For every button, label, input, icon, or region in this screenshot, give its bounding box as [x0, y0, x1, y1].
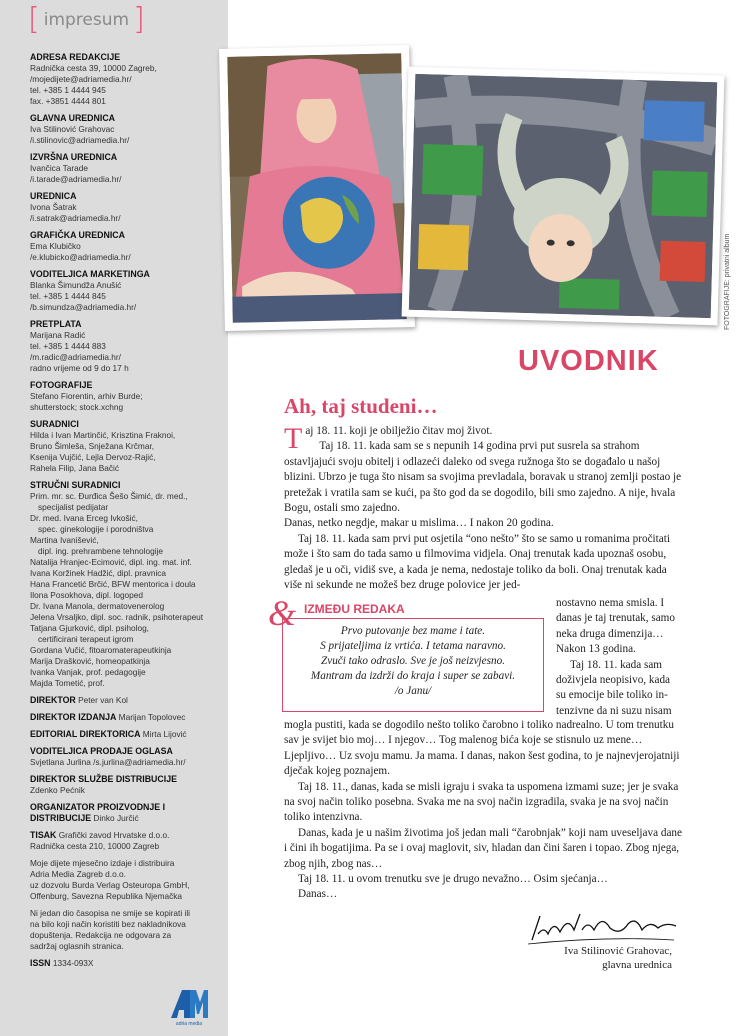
- heading-text: SURADNICI: [30, 419, 79, 429]
- impressum-line: Ivona Šatrak: [30, 202, 77, 212]
- bracket-right: ]: [133, 2, 145, 37]
- paragraph: Taj 18. 11. kada sam prvi put osjetila “ono nešto” što se samo u romanima pročitati može i što sam do tada samo u filmovima vidjela. Onaj trenutak kada upoznaš osobu, gledaš je u oči, vidiš sve, a kada je nema, nedostaje toliko da boli. Onaj trenutak kada više ni sekunde ne možeš bez druge polovice jer jed-: [284, 532, 670, 592]
- heading-text: DIREKTOR SLUŽBE DISTRIBUCIJE: [30, 774, 177, 784]
- impressum-line: Majda Tometić, prof.: [30, 678, 105, 688]
- impressum-line: Dr. med. Ivana Erceg Ivkošić,: [30, 513, 138, 523]
- impressum-block: [30, 480, 222, 689]
- impressum-line: spec. ginekologije i porodništva: [38, 524, 154, 534]
- impressum-line: radno vrijeme od 9 do 17 h: [30, 363, 129, 373]
- headline: Ah, taj studeni…: [284, 394, 438, 418]
- impressum-line: Martina Ivanišević,: [30, 535, 99, 545]
- impressum-heading: [30, 712, 222, 723]
- impressum-heading: [30, 774, 222, 785]
- paragraph: [284, 422, 682, 455]
- heading-text: GLAVNA UREDNICA: [30, 113, 116, 123]
- impressum-value: 1334-093X: [52, 958, 94, 968]
- impressum-block: [30, 191, 222, 224]
- impressum-line: Ilona Posokhova, dipl. logoped: [30, 590, 144, 600]
- impressum-line: Svjetlana Jurlina /s.jurlina@adriamedia.hr/: [30, 757, 186, 767]
- impressum-line: shutterstock; stock.xchng: [30, 402, 124, 412]
- impressum-line: Bruno Šimleša, Snježana Krčmar,: [30, 441, 155, 451]
- impressum-block: [30, 802, 222, 824]
- photo-baby-on-mat: [402, 67, 725, 326]
- impressum-block: [30, 52, 222, 107]
- bracket-left: [: [28, 2, 40, 37]
- heading-text: TISAK: [30, 830, 57, 840]
- poem-line: Mantram da izdrži do kraja i super se zabavi.: [310, 670, 516, 682]
- heading-text: DIREKTOR: [30, 695, 76, 705]
- impressum-line: Adria Media Zagreb d.o.o.: [30, 869, 126, 879]
- impressum-heading: [30, 230, 222, 241]
- impressum-block: [30, 419, 222, 474]
- impressum-line: Marija Drašković, homeopatkinja: [30, 656, 150, 666]
- poem-line: Zvuči tako odraslo. Sve je još neizvjesno.: [321, 655, 505, 667]
- impressum-heading: [30, 729, 222, 740]
- impressum-line: dopuštenja. Redakcija ne odgovara za: [30, 930, 172, 940]
- impressum-line: tel. +385 1 4444 883: [30, 341, 106, 351]
- paragraph: Taj 18. 11. kada sam se s nepunih 14 godina prvi put susrela sa strahom ostavljajući svoju obitelj i odlazeći daleko od svega ružnoga što se događalo u našoj blizini. Ubrzo je tuga što nisam sa svojima prevladala, boravak u stranoj zemlji postao je pretežak i vratila sam se kući, pa što god da se dogodilo, bili smo zajedno. A nije, hvala Bogu, ostali smo zajedno.: [284, 440, 682, 515]
- impressum-block: [30, 729, 222, 740]
- poem-line: Prvo putovanje bez mame i tate.: [340, 625, 486, 637]
- impressum-line: na bilo koji način koristiti bez nakladnikova: [30, 919, 186, 929]
- impressum-line: Zdenko Pećnik: [30, 785, 85, 795]
- impressum-line: Radnička cesta 210, 10000 Zagreb: [30, 841, 160, 851]
- impressum-line: Ivančica Tarade: [30, 163, 88, 173]
- impressum-line: dipl. ing. prehrambene tehnologije: [38, 546, 164, 556]
- impressum-block: [30, 712, 222, 723]
- impressum-block: [30, 908, 222, 952]
- brand-text: impresum: [43, 10, 130, 30]
- drop-cap: T: [284, 422, 303, 455]
- impressum-heading: [30, 380, 222, 391]
- page-title: UVODNIK: [518, 345, 659, 377]
- impressum-block: [30, 319, 222, 374]
- impressum-heading: [30, 152, 222, 163]
- impressum-line: Ivanka Vanjak, prof. pedagogije: [30, 667, 146, 677]
- impressum-heading: [30, 113, 222, 124]
- ampersand-icon: &: [268, 593, 297, 633]
- impressum-line: /i.tarade@adriamedia.hr/: [30, 174, 122, 184]
- impressum-heading: [30, 269, 222, 280]
- impressum-block: [30, 774, 222, 796]
- between-the-lines-box: [268, 593, 552, 716]
- impressum-line: Ivana Koržinek Hadžić, dipl. pravnica: [30, 568, 167, 578]
- impressum-line: /mojedijete@adriamedia.hr/: [30, 74, 132, 84]
- impressum-line: Marijana Radić: [30, 330, 86, 340]
- photo-child-with-globe: [219, 45, 415, 331]
- impressum-line: Hilda i Ivan Martinčić, Krisztina Fraknoi,: [30, 430, 176, 440]
- paragraph: Taj 18. 11., danas, kada se misli igraju i svaka ta uspomena izmami suze; jer je svaka na svoj način toliko posebna. Svaka me na svoj način izgradila, svaka je na svoj način toliko intenzivna.: [284, 780, 679, 824]
- impressum-line: Jelena Vrsaljko, dipl. soc. radnik, psihoterapeut: [30, 612, 204, 622]
- impressum-heading: [30, 191, 222, 202]
- adria-media-logo: [168, 984, 210, 1028]
- impressum-heading: [30, 695, 222, 706]
- impressum-line: Rahela Filip, Jana Bačić: [30, 463, 120, 473]
- impressum-line: Ni jedan dio časopisa ne smije se kopirati ili: [30, 908, 191, 918]
- impressum-line: /i.stilinovic@adriamedia.hr/: [30, 135, 130, 145]
- heading-text: EDITORIAL DIREKTORICA: [30, 729, 141, 739]
- impressum-heading: [30, 419, 222, 430]
- child-globe-image: [227, 53, 407, 323]
- author-name: Iva Stilinović Grahovac,: [564, 945, 672, 957]
- impressum-line: sadržaj oglasnih stranica.: [30, 941, 124, 951]
- baby-mat-image: [409, 74, 717, 318]
- impressum-line: Blanka Šimundža Anušić: [30, 280, 122, 290]
- impressum-block: [30, 380, 222, 413]
- impressum-heading: [30, 319, 222, 330]
- heading-text: ISSN: [30, 958, 51, 968]
- impressum-block: [30, 958, 222, 969]
- impressum-block: [30, 269, 222, 313]
- impressum-heading: [30, 802, 222, 824]
- photo-credit: FOTOGRAFIJE: privatni album: [724, 233, 731, 330]
- paragraph-text: aj 18. 11. koji je obilježio čitav moj život.: [305, 425, 493, 437]
- heading-text: ORGANIZATOR PROIZVODNJE I: [30, 802, 166, 812]
- poem-line: /o Janu/: [394, 685, 432, 697]
- impressum-line: Dr. Ivana Manola, dermatovenerolog: [30, 601, 165, 611]
- box-title: IZMEĐU REDAKA: [304, 602, 405, 616]
- heading-text: STRUČNI SURADNICI: [30, 480, 121, 490]
- impressum-block: [30, 113, 222, 146]
- impressum-line: certificirani terapeut igrom: [38, 634, 134, 644]
- heading-text: VODITELJICA MARKETINGA: [30, 269, 150, 279]
- impressum-heading: [30, 52, 222, 63]
- paragraph: Danas, kada je u našim životima još jedan mali “čarobnjak” koji nam uveseljava dane i čini ih bogatijima. Pa se i ovaj maglovit, siv, hladan dan čini šaren i topao. Zbog njega, zbog njih, zbog nas…: [284, 826, 682, 870]
- impressum-line: uz dozvolu Burda Verlag Osteuropa GmbH,: [30, 880, 190, 890]
- impressum-line: Radnička cesta 39, 10000 Zagreb,: [30, 63, 157, 73]
- impressum-line: Prim. mr. sc. Đurđica Šešo Šimić, dr. med.,: [30, 491, 188, 501]
- heading-text: DISTRIBUCIJE: [30, 813, 92, 823]
- editorial-text-bottom: [284, 718, 682, 903]
- impressum-line: specijalist pedijatar: [38, 502, 109, 512]
- impressum-value: Grafički zavod Hrvatske d.o.o.: [58, 830, 170, 840]
- impressum-value: Marijan Topolovec: [118, 712, 186, 722]
- impressum-line: Stefano Fiorentin, arhiv Burde;: [30, 391, 143, 401]
- heading-text: UREDNICA: [30, 191, 77, 201]
- impressum-heading: [30, 958, 222, 969]
- impressum-block: [30, 830, 222, 852]
- impressum-list: [30, 52, 222, 975]
- impressum-line: Natalija Hranjec-Ecimović, dipl. ing. mat. inf.: [30, 557, 192, 567]
- impressum-line: tel. +385 1 4444 945: [30, 85, 106, 95]
- poem-line: S prijateljima iz vrtića. I tetama naravno.: [320, 640, 506, 652]
- impressum-heading: [30, 830, 222, 841]
- impressum-line: Ema Klubičko: [30, 241, 81, 251]
- impressum-line: Gordana Vučić, fitoaromaterapeutkinja: [30, 645, 172, 655]
- impressum-line: /i.satrak@adriamedia.hr/: [30, 213, 121, 223]
- paragraph: Danas…: [298, 888, 338, 901]
- impressum-block: [30, 152, 222, 185]
- heading-text: ADRESA REDAKCIJE: [30, 52, 121, 62]
- impressum-line: /b.simundza@adriamedia.hr/: [30, 302, 137, 312]
- signature-name: [520, 944, 672, 972]
- impressum-brand: [28, 4, 145, 36]
- paragraph: nostavno nema smisla. I danas je taj trenutak, samo neka druga dimenzija… Nakon 13 godina.: [556, 597, 675, 656]
- heading-text: IZVRŠNA UREDNICA: [30, 152, 118, 162]
- editorial-text-top: [284, 424, 682, 593]
- impressum-block: [30, 858, 222, 902]
- impressum-line: tel. +385 1 4444 845: [30, 291, 106, 301]
- heading-text: PRETPLATA: [30, 319, 82, 329]
- paragraph: Danas, netko negdje, makar u mislima… I nakon 20 godina.: [284, 517, 554, 530]
- box-poem: [282, 624, 544, 699]
- paragraph: Taj 18. 11. kada sam doživjela neopisivo, kada su emocije bile toliko in-tenzivne da ni suzu nisam: [556, 658, 672, 717]
- heading-text: FOTOGRAFIJE: [30, 380, 93, 390]
- impressum-line: Iva Stilinović Grahovac: [30, 124, 115, 134]
- impressum-value: Dinko Jurčić: [93, 813, 139, 823]
- impressum-line: Hana Francetić Brčić, BFW mentorica i doula: [30, 579, 196, 589]
- impressum-line: Moje dijete mjesečno izdaje i distribuira: [30, 858, 175, 868]
- author-role: glavna urednica: [602, 959, 672, 971]
- impressum-line: fax. +3851 4444 801: [30, 96, 106, 106]
- heading-text: VODITELJICA PRODAJE OGLASA: [30, 746, 173, 756]
- logo-sub: adria media: [175, 1021, 203, 1027]
- impressum-line: Ksenija Vujčić, Lejla Dervoz-Rajić,: [30, 452, 156, 462]
- impressum-block: [30, 695, 222, 706]
- editorial-text-side: [556, 596, 682, 719]
- impressum-line: Tatjana Gjurković, dipl. psiholog,: [30, 623, 149, 633]
- impressum-line: Offenburg, Savezna Republika Njemačka: [30, 891, 183, 901]
- impressum-block: [30, 746, 222, 768]
- impressum-line: /e.klubicko@adriamedia.hr/: [30, 252, 131, 262]
- impressum-line: /m.radic@adriamedia.hr/: [30, 352, 121, 362]
- heading-text: DIREKTOR IZDANJA: [30, 712, 117, 722]
- paragraph: Taj 18. 11. u ovom trenutku sve je drugo nevažno… Osim sjećanja…: [298, 873, 608, 886]
- impressum-value: Peter van Kol: [78, 695, 128, 705]
- impressum-heading: [30, 480, 222, 491]
- impressum-value: Mirta Lijović: [142, 729, 187, 739]
- impressum-block: [30, 230, 222, 263]
- paragraph: mogla pustiti, kada se dogodilo nešto toliko čarobno i toliko nadrealno. U tom trenutku sav je svijet bio moj… I njegov… Tog malenog bića koje se stisnulo uz mene… Ljepljivo… Uz svoju mamu. Ja mama. I danas, nakon šest godina, to je najnevjerojatniji dječak kojeg poznajem.: [284, 719, 680, 778]
- impressum-heading: [30, 746, 222, 757]
- heading-text: GRAFIČKA UREDNICA: [30, 230, 125, 240]
